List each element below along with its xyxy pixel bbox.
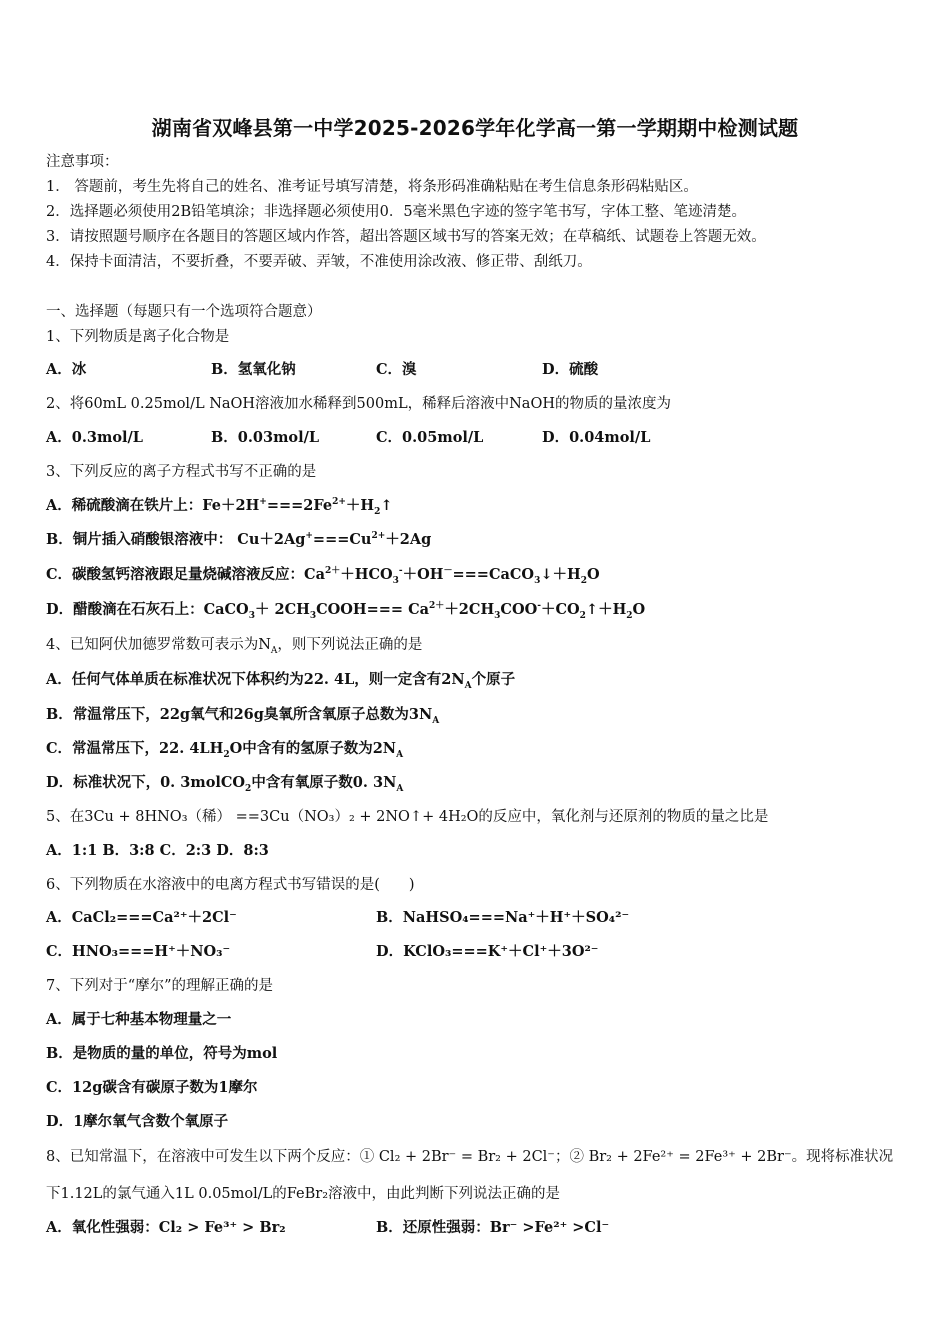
q1-stem: 1、下列物质是离子化合物是 <box>46 329 230 345</box>
section-heading: 一、选择题（每题只有一个选项符合题意） <box>46 304 322 320</box>
q1-option-c: C．溴 <box>376 361 417 378</box>
q2-option-b: B．0.03mol/L <box>211 429 320 446</box>
page-title: 湖南省双峰县第一中学2025-2026学年化学高一第一学期期中检测试题 <box>151 116 799 140</box>
note-item-4: 4．保持卡面清洁，不要折叠，不要弄破、弄皱，不准使用涂改液、修正带、刮纸刀。 <box>46 254 592 270</box>
q6-stem: 6、下列物质在水溶液中的电离方程式书写错误的是( ) <box>46 877 415 893</box>
q3-option-d: D．醋酸滴在石灰石上：CaCO$_3$＋ $2CH_3COOH===$ $Ca^{2+}+2CH_3COO^-+CO_2↑+H_2O$ <box>46 601 646 621</box>
q1-option-d: D．硫酸 <box>542 361 599 378</box>
q7-option-a: A．属于七种基本物理量之一 <box>46 1011 232 1028</box>
q4-option-d: D．标准状况下，0. 3molCO$_2$中含有氧原子数0. $3N_A$ <box>46 774 404 794</box>
note-item-1: 1． 答题前，考生先将自己的姓名、准考证号填写清楚，将条形码准确粘贴在考生信息条形码粘贴区。 <box>46 179 698 195</box>
q5-stem: 5、在3Cu + 8HNO₃（稀） ==3Cu（NO₃）₂ + 2NO↑+ 4H₂O的反应中，氧化剂与还原剂的物质的量之比是 <box>46 809 769 825</box>
q4-option-c: C．常温常压下，22. $4LH_2O$中含有的氢原子数为$2N_A$ <box>46 740 404 760</box>
q4-option-b: B．常温常压下，22g氧气和26g臭氧所含氧原子总数为$3N_A$ <box>46 706 440 726</box>
q4-stem: 4、已知阿伏加德罗常数可表示为$N_A$，则下列说法正确的是 <box>46 637 423 656</box>
q2-option-c: C．0.05mol/L <box>376 429 484 446</box>
notes-heading: 注意事项： <box>46 154 119 170</box>
q5-options: A．1:1 B．3:8 C．2:3 D．8:3 <box>46 842 269 859</box>
q3-option-a: A．稀硫酸滴在铁片上：$Fe+2H^+===2Fe^{2+}+H_2↑$ <box>46 497 393 517</box>
q2-stem: 2、将60mL 0.25mol/L NaOH溶液加水稀释到500mL，稀释后溶液中NaOH的物质的量浓度为 <box>46 396 671 412</box>
q8-stem-line-2: 下1.12L的氯气通入1L 0.05mol/L的FeBr₂溶液中，由此判断下列说法正确的是 <box>46 1186 561 1202</box>
q7-option-b: B．是物质的量的单位，符号为mol <box>46 1045 278 1062</box>
q7-stem: 7、下列对于“摩尔”的理解正确的是 <box>46 978 274 994</box>
q7-option-d: D．1摩尔氧气含数个氧原子 <box>46 1113 229 1130</box>
q6-option-c: C．HNO₃===H⁺＋NO₃⁻ <box>46 943 231 960</box>
q3-option-c: C．碳酸氢钙溶液跟足量烧碱溶液反应：$Ca^{2+}+HCO_3^-+OH^-===CaCO_3↓+H_2O$ <box>46 566 600 586</box>
q6-option-a: A．CaCl₂===Ca²⁺＋2Cl⁻ <box>46 909 237 926</box>
q8-stem-line-1: 8、已知常温下，在溶液中可发生以下两个反应：① Cl₂ + 2Br⁻ = Br₂ + 2Cl⁻；② Br₂ + 2Fe²⁺ = 2Fe³⁺ + 2Br⁻。现将标准状况 <box>46 1149 894 1165</box>
q4-option-a: A．任何气体单质在标准状况下体积约为22. 4L，则一定含有$2N_A$个原子 <box>46 671 516 691</box>
note-item-3: 3．请按照题号顺序在各题目的答题区域内作答，超出答题区域书写的答案无效；在草稿纸、试题卷上答题无效。 <box>46 229 766 245</box>
note-item-2: 2．选择题必须使用2B铅笔填涂；非选择题必须使用0．5毫米黑色字迹的签字笔书写，字体工整、笔迹清楚。 <box>46 204 747 220</box>
q8-option-a: A．氧化性强弱：Cl₂ > Fe³⁺ > Br₂ <box>46 1219 286 1236</box>
q1-option-a: A．冰 <box>46 361 87 378</box>
q6-option-b: B．NaHSO₄===Na⁺＋H⁺＋SO₄²⁻ <box>376 909 630 926</box>
q3-stem: 3、下列反应的离子方程式书写不正确的是 <box>46 464 317 480</box>
q7-option-c: C．12g碳含有碳原子数为1摩尔 <box>46 1079 258 1096</box>
q6-option-d: D．KClO₃===K⁺＋Cl⁺＋3O²⁻ <box>376 943 599 960</box>
q1-option-b: B．氢氧化钠 <box>211 361 296 378</box>
q3-option-b: B．铜片插入硝酸银溶液中： $Cu+2Ag^+===Cu^{2+}+2Ag$ <box>46 531 432 548</box>
q2-option-a: A．0.3mol/L <box>46 429 143 446</box>
q8-option-b: B．还原性强弱：Br⁻ >Fe²⁺ >Cl⁻ <box>376 1219 610 1236</box>
q2-option-d: D．0.04mol/L <box>542 429 651 446</box>
